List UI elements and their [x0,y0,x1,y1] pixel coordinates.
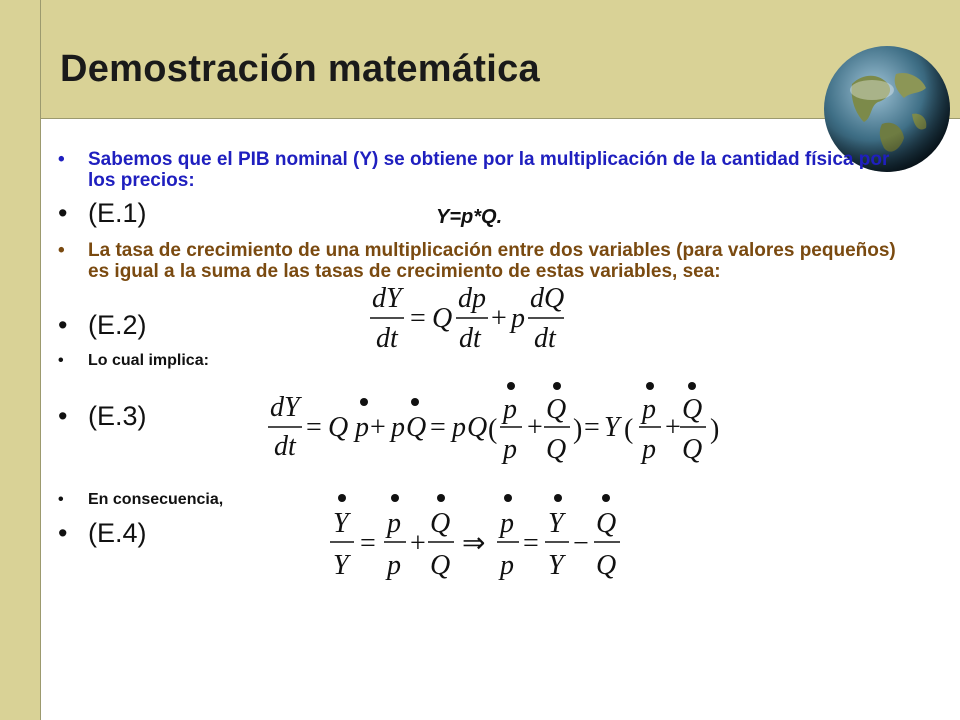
e2-eq: = [410,303,426,334]
e3-p: p [391,412,405,443]
e3-eq2: = [430,412,446,443]
e2-num-dY: dY [372,283,402,314]
e4-f2-num: p [387,508,401,539]
e4-f5-den: Y [548,550,564,581]
e4-f4-den: p [500,550,514,581]
svg-text:): ) [573,414,583,445]
e4-plus: + [410,528,426,559]
e3-frac2-den: Q [546,434,567,465]
equation-e3 [268,382,719,465]
e2-plus: + [491,303,507,334]
bullet-marker: • [58,310,68,340]
e3-frac3-den: p [642,434,656,465]
e4-f5-num: Y [548,508,564,539]
e3-den-dt: dt [274,431,296,462]
svg-text:(: ( [624,414,634,445]
e3-frac4-num: Q [682,394,703,425]
e3-frac1-den: p [503,434,517,465]
e3-frac4-den: Q [682,434,703,465]
bullet-e4-label: (E.4) [88,518,147,548]
bullet-1-text: Sabemos que el PIB nominal (Y) se obtiene por la multiplicación de la cantidad física por los precios: [88,149,890,191]
bullet-3-text: La tasa de crecimiento de una multiplicación entre dos variables (para valores pequeños) es igual a la suma de las tasas de crecimiento de estas variables, sea: [88,240,896,282]
bullet-marker: • [58,401,68,431]
bullet-e3-label: (E.3) [88,401,147,431]
e3-plus3: + [665,412,681,443]
e3-frac3-num: p [642,394,656,425]
e2-den-dt: dt [376,323,398,354]
e2-num-dQ: dQ [530,283,565,314]
e2-den-dt3: dt [534,323,556,354]
svg-text:): ) [710,414,720,445]
bullet-marker: • [58,198,68,228]
bullet-e1-label: (E.1) [88,198,147,228]
bullet-e2-label: (E.2) [88,310,147,340]
e3-frac2-num: Q [546,394,567,425]
e4-minus: − [573,528,589,559]
bullet-marker: • [58,149,65,170]
bullet-5-text: Lo cual implica: [88,352,209,369]
e4-implies: ⇒ [462,528,486,559]
e2-Q: Q [432,303,453,334]
e3-plus2: + [527,412,543,443]
equation-e2 [370,283,564,354]
e4-f6-num: Q [596,508,617,539]
bullet-marker: • [58,240,65,261]
e2-p: p [511,303,525,334]
bullet-marker: • [58,518,68,548]
e4-f1-den: Y [333,550,349,581]
e3-pQ-p: p [452,412,466,443]
e4-f2-den: p [387,550,401,581]
e4-f6-den: Q [596,550,617,581]
e4-f4-num: p [500,508,514,539]
e4-f3-den: Q [430,550,451,581]
slide-title: Demostración matemática [60,48,540,90]
e3-eq3: = [584,412,600,443]
e3-pQ-Q: Q [467,412,488,443]
equation-e4 [330,494,620,581]
e3-Y: Y [604,412,620,443]
e2-den-dt2: dt [459,323,481,354]
e4-f1-num: Y [333,508,349,539]
bullet-marker: • [58,352,64,369]
equation-e1: Y=p*Q. [436,206,503,228]
e3-Qdot: Q [406,412,427,443]
e3-eq1: = [306,412,322,443]
e4-eq1: = [360,528,376,559]
e3-num-dY: dY [270,392,300,423]
e3-pdot: p [355,412,369,443]
bullet-7-text: En consecuencia, [88,491,224,508]
svg-text:(: ( [488,414,498,445]
e2-num-dp: dp [458,283,486,314]
e4-eq2: = [523,528,539,559]
e3-plus1: + [370,412,386,443]
e3-Q: Q [328,412,349,443]
e3-frac1-num: p [503,394,517,425]
e4-f3-num: Q [430,508,451,539]
bullet-marker: • [58,491,64,508]
